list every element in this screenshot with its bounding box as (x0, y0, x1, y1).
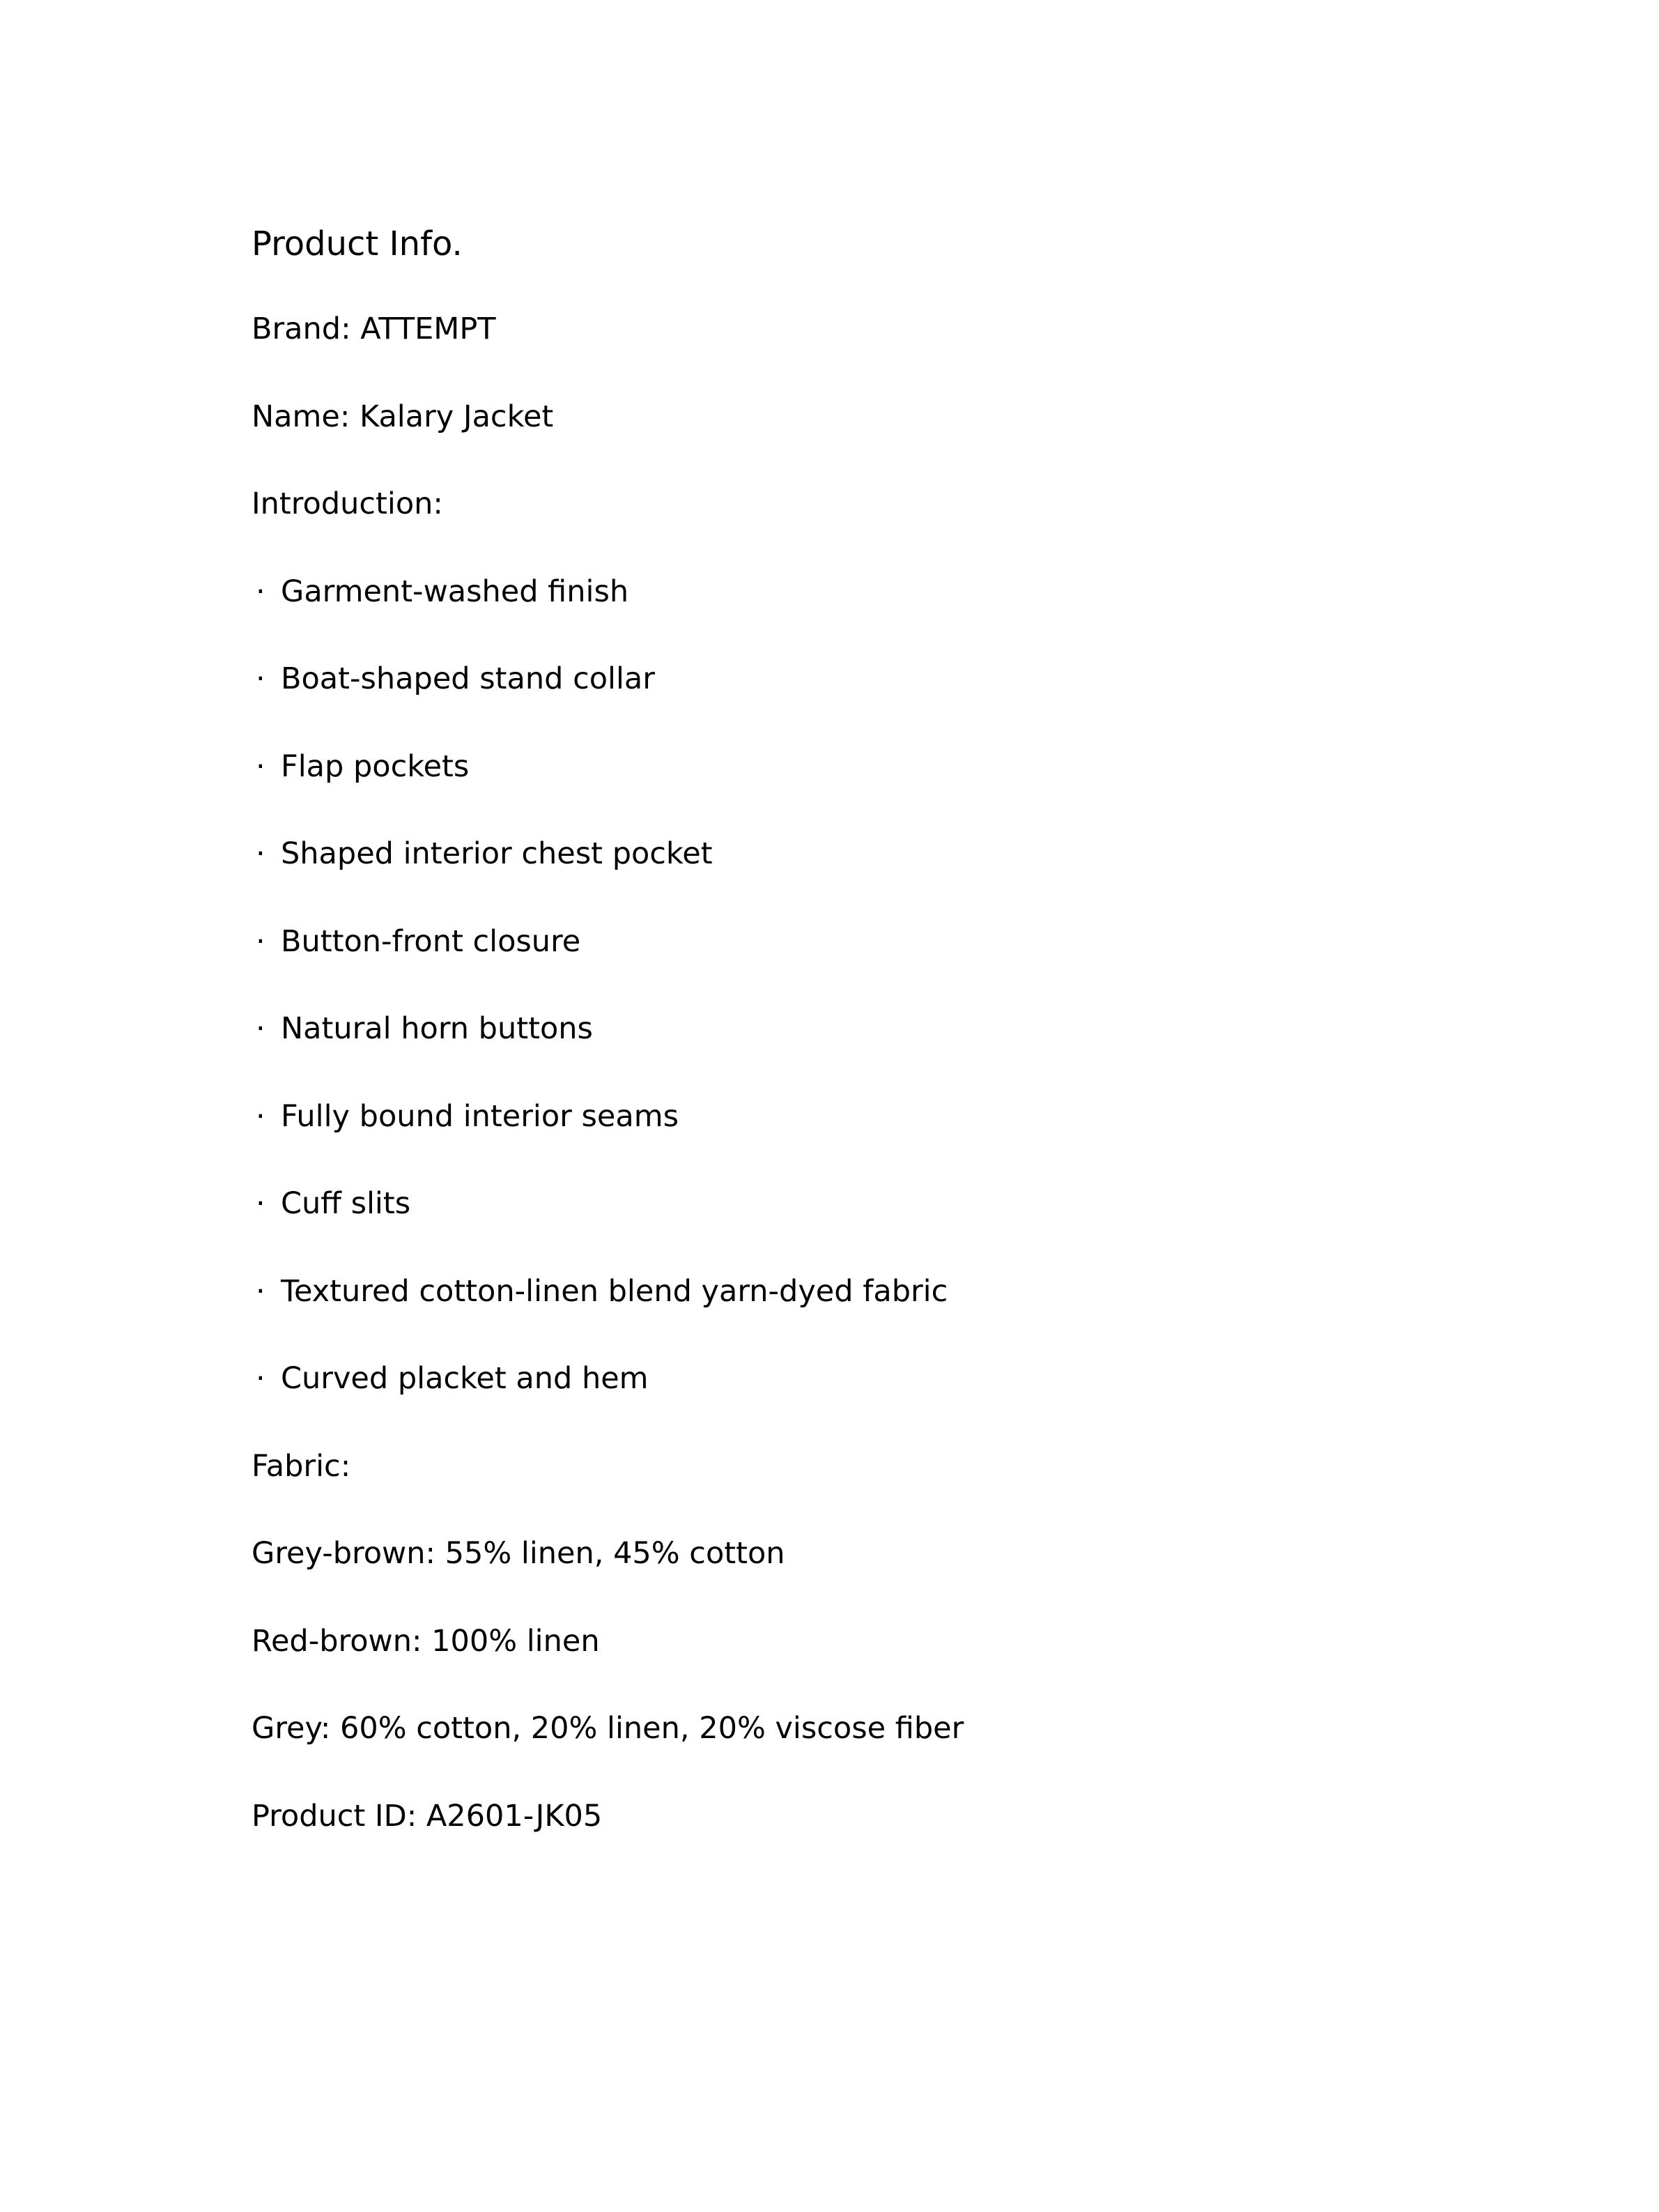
bullet-icon: · (256, 748, 265, 784)
feature-text: Curved placket and hem (281, 1361, 649, 1396)
page-title: Product Info. (252, 224, 463, 263)
list-item (252, 746, 1575, 787)
product-name-line: Name: Kalary Jacket (252, 399, 554, 434)
bullet-icon: · (256, 923, 265, 959)
fabric-label: Fabric: (252, 1448, 351, 1484)
list-item (252, 1358, 1575, 1399)
product-info-section (252, 222, 1575, 1883)
feature-text: Garment-washed finish (281, 574, 629, 609)
list-item (252, 921, 1575, 962)
list-item (252, 1271, 1575, 1312)
feature-text: Natural horn buttons (281, 1011, 593, 1046)
feature-text: Fully bound interior seams (281, 1098, 679, 1134)
bullet-icon: · (256, 1098, 265, 1134)
feature-text: Boat-shaped stand collar (281, 661, 655, 696)
bullet-icon: · (256, 1011, 265, 1046)
fabric-line: Red-brown: 100% linen (252, 1623, 600, 1659)
list-item (252, 659, 1575, 699)
feature-list (252, 571, 1575, 1399)
bullet-icon: · (256, 1186, 265, 1221)
list-item (252, 1096, 1575, 1137)
list-item (252, 571, 1575, 612)
feature-text: Cuff slits (281, 1186, 411, 1221)
bullet-icon: · (256, 836, 265, 871)
brand-line: Brand: ATTEMPT (252, 312, 496, 346)
product-id-line: Product ID: A2601-JK05 (252, 1798, 603, 1834)
feature-text: Shaped interior chest pocket (281, 836, 713, 871)
list-item (252, 1008, 1575, 1049)
bullet-icon: · (256, 1273, 265, 1309)
feature-text: Textured cotton-linen blend yarn-dyed fabric (281, 1273, 948, 1309)
feature-text: Button-front closure (281, 923, 581, 959)
bullet-icon: · (256, 1361, 265, 1396)
bullet-icon: · (256, 661, 265, 696)
fabric-line: Grey-brown: 55% linen, 45% cotton (252, 1536, 785, 1571)
list-item (252, 1183, 1575, 1224)
list-item (252, 834, 1575, 874)
feature-text: Flap pockets (281, 748, 470, 784)
fabric-line: Grey: 60% cotton, 20% linen, 20% viscose fiber (252, 1711, 964, 1746)
bullet-icon: · (256, 574, 265, 609)
introduction-label: Introduction: (252, 486, 443, 521)
